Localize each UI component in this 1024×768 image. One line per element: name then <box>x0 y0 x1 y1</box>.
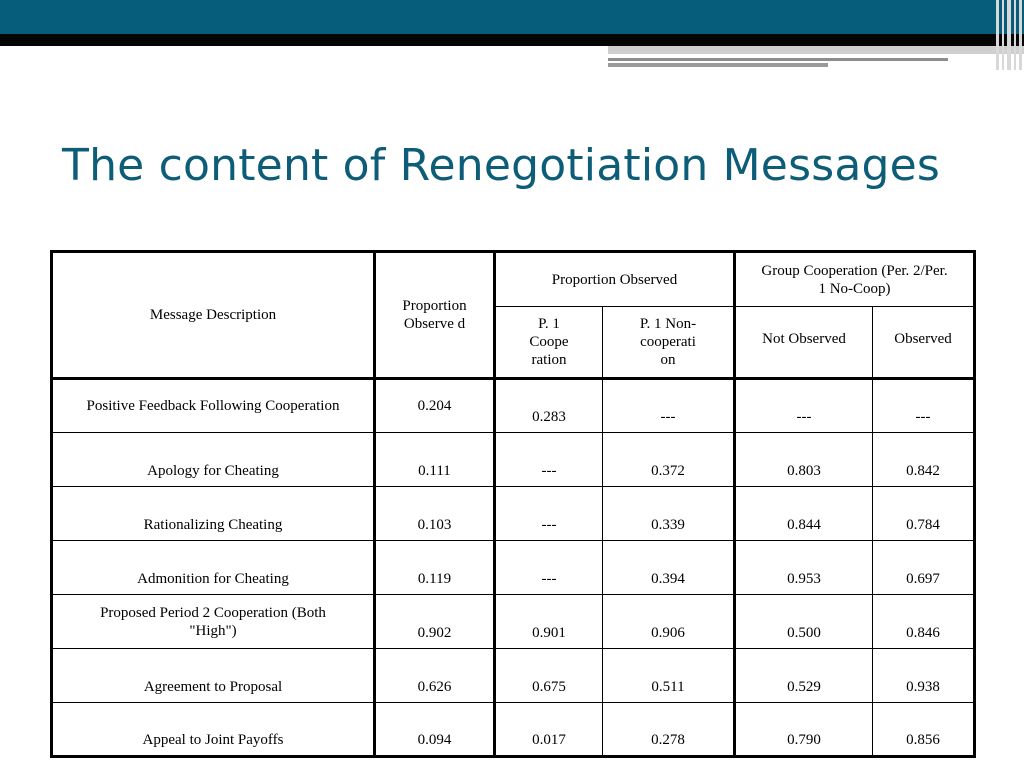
row-not-observed: 0.529 <box>735 649 873 703</box>
header-band-gray <box>608 46 1024 54</box>
row-p1-noncoop: 0.278 <box>603 703 735 757</box>
row-proportion: 0.626 <box>375 649 495 703</box>
row-p1-noncoop: 0.511 <box>603 649 735 703</box>
row-p1-coop: 0.283 <box>495 379 603 433</box>
header-group-cooperation-text: Group Cooperation (Per. 2/Per. 1 No-Coop) <box>761 262 948 297</box>
table-row <box>52 541 975 595</box>
header-p1-noncooperation-text: P. 1 Non- cooperati on <box>639 316 697 368</box>
row-observed: 0.697 <box>873 541 975 595</box>
row-p1-noncoop: --- <box>603 379 735 433</box>
row-p1-noncoop: 0.906 <box>603 595 735 649</box>
row-observed: --- <box>873 379 975 433</box>
header-not-observed: Not Observed <box>735 307 873 379</box>
row-description: Positive Feedback Following Cooperation <box>52 379 375 433</box>
table-row <box>52 595 975 649</box>
header-message-description: Message Description <box>52 252 375 379</box>
row-not-observed: 0.803 <box>735 433 873 487</box>
row-proportion: 0.902 <box>375 595 495 649</box>
table-row <box>52 487 975 541</box>
row-p1-coop: --- <box>495 541 603 595</box>
header-stripes <box>994 0 1024 70</box>
table-row <box>52 379 975 433</box>
table-row <box>52 703 975 757</box>
header-proportion-observed-group: Proportion Observed <box>495 252 735 307</box>
header-band-black <box>0 34 1024 46</box>
row-p1-coop: 0.675 <box>495 649 603 703</box>
messages-table <box>50 250 976 758</box>
header-observed: Observed <box>873 307 975 379</box>
row-description: Agreement to Proposal <box>52 649 375 703</box>
row-not-observed: 0.790 <box>735 703 873 757</box>
row-proportion: 0.204 <box>375 379 495 433</box>
row-observed: 0.784 <box>873 487 975 541</box>
row-p1-coop: 0.017 <box>495 703 603 757</box>
row-description: Admonition for Cheating <box>52 541 375 595</box>
header-p1-noncooperation <box>603 307 735 379</box>
row-proportion: 0.103 <box>375 487 495 541</box>
row-description: Apology for Cheating <box>52 433 375 487</box>
header-band-line <box>608 58 948 61</box>
row-p1-noncoop: 0.394 <box>603 541 735 595</box>
row-observed: 0.842 <box>873 433 975 487</box>
header-p1-cooperation-text: P. 1 Coope ration <box>529 316 569 368</box>
table-row <box>52 433 975 487</box>
table-row <box>52 649 975 703</box>
row-description-text: Proposed Period 2 Cooperation (Both "High") <box>100 604 326 639</box>
row-description <box>52 595 375 649</box>
row-not-observed: 0.953 <box>735 541 873 595</box>
row-observed: 0.938 <box>873 649 975 703</box>
row-description: Rationalizing Cheating <box>52 487 375 541</box>
header-p1-cooperation <box>495 307 603 379</box>
row-not-observed: 0.500 <box>735 595 873 649</box>
row-not-observed: --- <box>735 379 873 433</box>
row-p1-noncoop: 0.339 <box>603 487 735 541</box>
header-group-cooperation <box>735 252 975 307</box>
row-p1-coop: 0.901 <box>495 595 603 649</box>
header-proportion-observed <box>375 252 495 379</box>
row-proportion: 0.094 <box>375 703 495 757</box>
row-proportion: 0.119 <box>375 541 495 595</box>
row-p1-coop: --- <box>495 487 603 541</box>
row-p1-noncoop: 0.372 <box>603 433 735 487</box>
row-observed: 0.846 <box>873 595 975 649</box>
header-band-teal <box>0 0 1024 34</box>
row-not-observed: 0.844 <box>735 487 873 541</box>
row-p1-coop: --- <box>495 433 603 487</box>
slide-title: The content of Renegotiation Messages <box>62 140 941 191</box>
header-proportion-observed-text: Proportion Observe d <box>402 298 467 332</box>
header-band-line-short <box>608 63 828 67</box>
row-observed: 0.856 <box>873 703 975 757</box>
row-proportion: 0.111 <box>375 433 495 487</box>
row-description: Appeal to Joint Payoffs <box>52 703 375 757</box>
